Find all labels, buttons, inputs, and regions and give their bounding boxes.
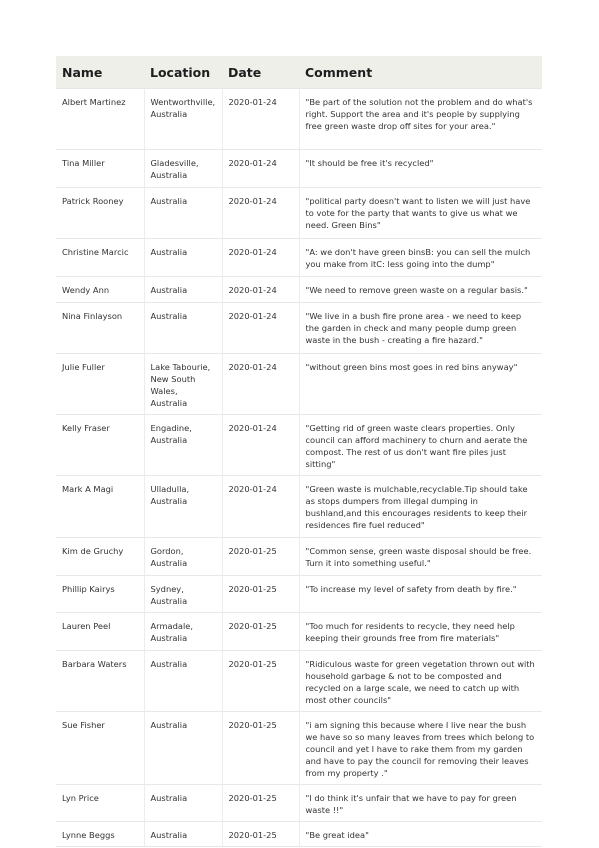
table-row xyxy=(56,712,542,785)
comment-cell: "Be part of the solution not the problem and do what's right. Support the area and it's people by supplying free green waste drop off sites for your area." xyxy=(299,89,542,150)
location-cell: Armadale, Australia xyxy=(144,613,222,651)
date-cell: 2020-01-24 xyxy=(222,277,299,303)
name-cell: Tina Miller xyxy=(56,150,144,188)
table-row xyxy=(56,150,542,188)
comment-cell: "Too much for residents to recycle, they need help keeping their grounds free from fire materials" xyxy=(299,613,542,651)
comment-cell: "We need to remove green waste on a regular basis." xyxy=(299,277,542,303)
table-row xyxy=(56,476,542,538)
table-row xyxy=(56,239,542,277)
table-row xyxy=(56,415,542,476)
table-row xyxy=(56,354,542,415)
comment-cell: "Green waste is mulchable,recyclable.Tip should take as stops dumpers from illegal dumping in bushland,and this encourages residents to keep their residences fire fuel reduced" xyxy=(299,476,542,538)
name-cell: Lauren Peel xyxy=(56,613,144,651)
table-row xyxy=(56,651,542,712)
date-cell: 2020-01-24 xyxy=(222,354,299,415)
date-cell: 2020-01-25 xyxy=(222,538,299,576)
date-cell: 2020-01-24 xyxy=(222,188,299,239)
name-cell: Barbara Waters xyxy=(56,651,144,712)
comment-cell: "A: we don't have green binsB: you can sell the mulch you make from itC: less going into the dump" xyxy=(299,239,542,277)
location-column-header: Location xyxy=(144,56,222,89)
location-cell: Australia xyxy=(144,303,222,354)
table-row xyxy=(56,538,542,576)
location-cell: Ulladulla, Australia xyxy=(144,476,222,538)
name-cell: Phillip Kairys xyxy=(56,576,144,613)
header-row xyxy=(56,56,542,89)
name-cell: Kelly Fraser xyxy=(56,415,144,476)
date-cell: 2020-01-24 xyxy=(222,415,299,476)
date-cell: 2020-01-24 xyxy=(222,303,299,354)
location-cell: Australia xyxy=(144,712,222,785)
name-cell: Albert Martinez xyxy=(56,89,144,150)
comment-column-header: Comment xyxy=(299,56,542,89)
location-cell: Australia xyxy=(144,822,222,847)
table-row xyxy=(56,613,542,651)
location-cell: Gladesville, Australia xyxy=(144,150,222,188)
name-cell: Kim de Gruchy xyxy=(56,538,144,576)
location-cell: Lake Tabourie, New South Wales, Australia xyxy=(144,354,222,415)
petition-comments-page xyxy=(56,56,542,847)
comment-cell: "political party doesn't want to listen we will just have to vote for the party that wants to give us what we need. Green Bins" xyxy=(299,188,542,239)
location-cell: Engadine, Australia xyxy=(144,415,222,476)
date-cell: 2020-01-25 xyxy=(222,822,299,847)
name-cell: Lyn Price xyxy=(56,785,144,822)
name-cell: Nina Finlayson xyxy=(56,303,144,354)
name-cell: Sue Fisher xyxy=(56,712,144,785)
name-column-header: Name xyxy=(56,56,144,89)
comment-cell: "I do think it's unfair that we have to pay for green waste !!" xyxy=(299,785,542,822)
name-cell: Julie Fuller xyxy=(56,354,144,415)
name-cell: Christine Marcic xyxy=(56,239,144,277)
comment-cell: "Be great idea" xyxy=(299,822,542,847)
location-cell: Australia xyxy=(144,239,222,277)
location-cell: Australia xyxy=(144,785,222,822)
comment-cell: "To increase my level of safety from death by fire." xyxy=(299,576,542,613)
table-row xyxy=(56,822,542,847)
date-cell: 2020-01-24 xyxy=(222,476,299,538)
comment-cell: "We live in a bush fire prone area - we need to keep the garden in check and many people dump green waste in the bush - creating a fire hazard." xyxy=(299,303,542,354)
date-cell: 2020-01-24 xyxy=(222,239,299,277)
table-row xyxy=(56,785,542,822)
date-cell: 2020-01-25 xyxy=(222,576,299,613)
table-row xyxy=(56,188,542,239)
name-cell: Wendy Ann xyxy=(56,277,144,303)
comment-cell: "Getting rid of green waste clears properties. Only council can afford machinery to churn and aerate the compost. The rest of us don't want fire piles just sitting" xyxy=(299,415,542,476)
name-cell: Mark A Magi xyxy=(56,476,144,538)
table-row xyxy=(56,576,542,613)
table-body xyxy=(56,89,542,847)
date-column-header: Date xyxy=(222,56,299,89)
comments-table xyxy=(56,56,542,847)
name-cell: Lynne Beggs xyxy=(56,822,144,847)
comment-cell: "without green bins most goes in red bins anyway" xyxy=(299,354,542,415)
comment-cell: "It should be free it's recycled" xyxy=(299,150,542,188)
date-cell: 2020-01-25 xyxy=(222,712,299,785)
comment-cell: "i am signing this because where I live near the bush we have so so many leaves from trees which belong to council and yet I have to rake them from my garden and have to pay the council for removing their leaves from my property ." xyxy=(299,712,542,785)
date-cell: 2020-01-24 xyxy=(222,150,299,188)
comment-cell: "Ridiculous waste for green vegetation thrown out with household garbage & not to be composted and recycled on a large scale, we need to catch up with most other councils" xyxy=(299,651,542,712)
name-cell: Patrick Rooney xyxy=(56,188,144,239)
table-row xyxy=(56,303,542,354)
location-cell: Australia xyxy=(144,277,222,303)
comment-cell: "Common sense, green waste disposal should be free. Turn it into something useful." xyxy=(299,538,542,576)
date-cell: 2020-01-25 xyxy=(222,613,299,651)
location-cell: Wentworthville, Australia xyxy=(144,89,222,150)
table-row xyxy=(56,277,542,303)
table-header xyxy=(56,56,542,89)
date-cell: 2020-01-24 xyxy=(222,89,299,150)
date-cell: 2020-01-25 xyxy=(222,785,299,822)
date-cell: 2020-01-25 xyxy=(222,651,299,712)
location-cell: Gordon, Australia xyxy=(144,538,222,576)
location-cell: Australia xyxy=(144,651,222,712)
location-cell: Sydney, Australia xyxy=(144,576,222,613)
location-cell: Australia xyxy=(144,188,222,239)
table-row xyxy=(56,89,542,150)
